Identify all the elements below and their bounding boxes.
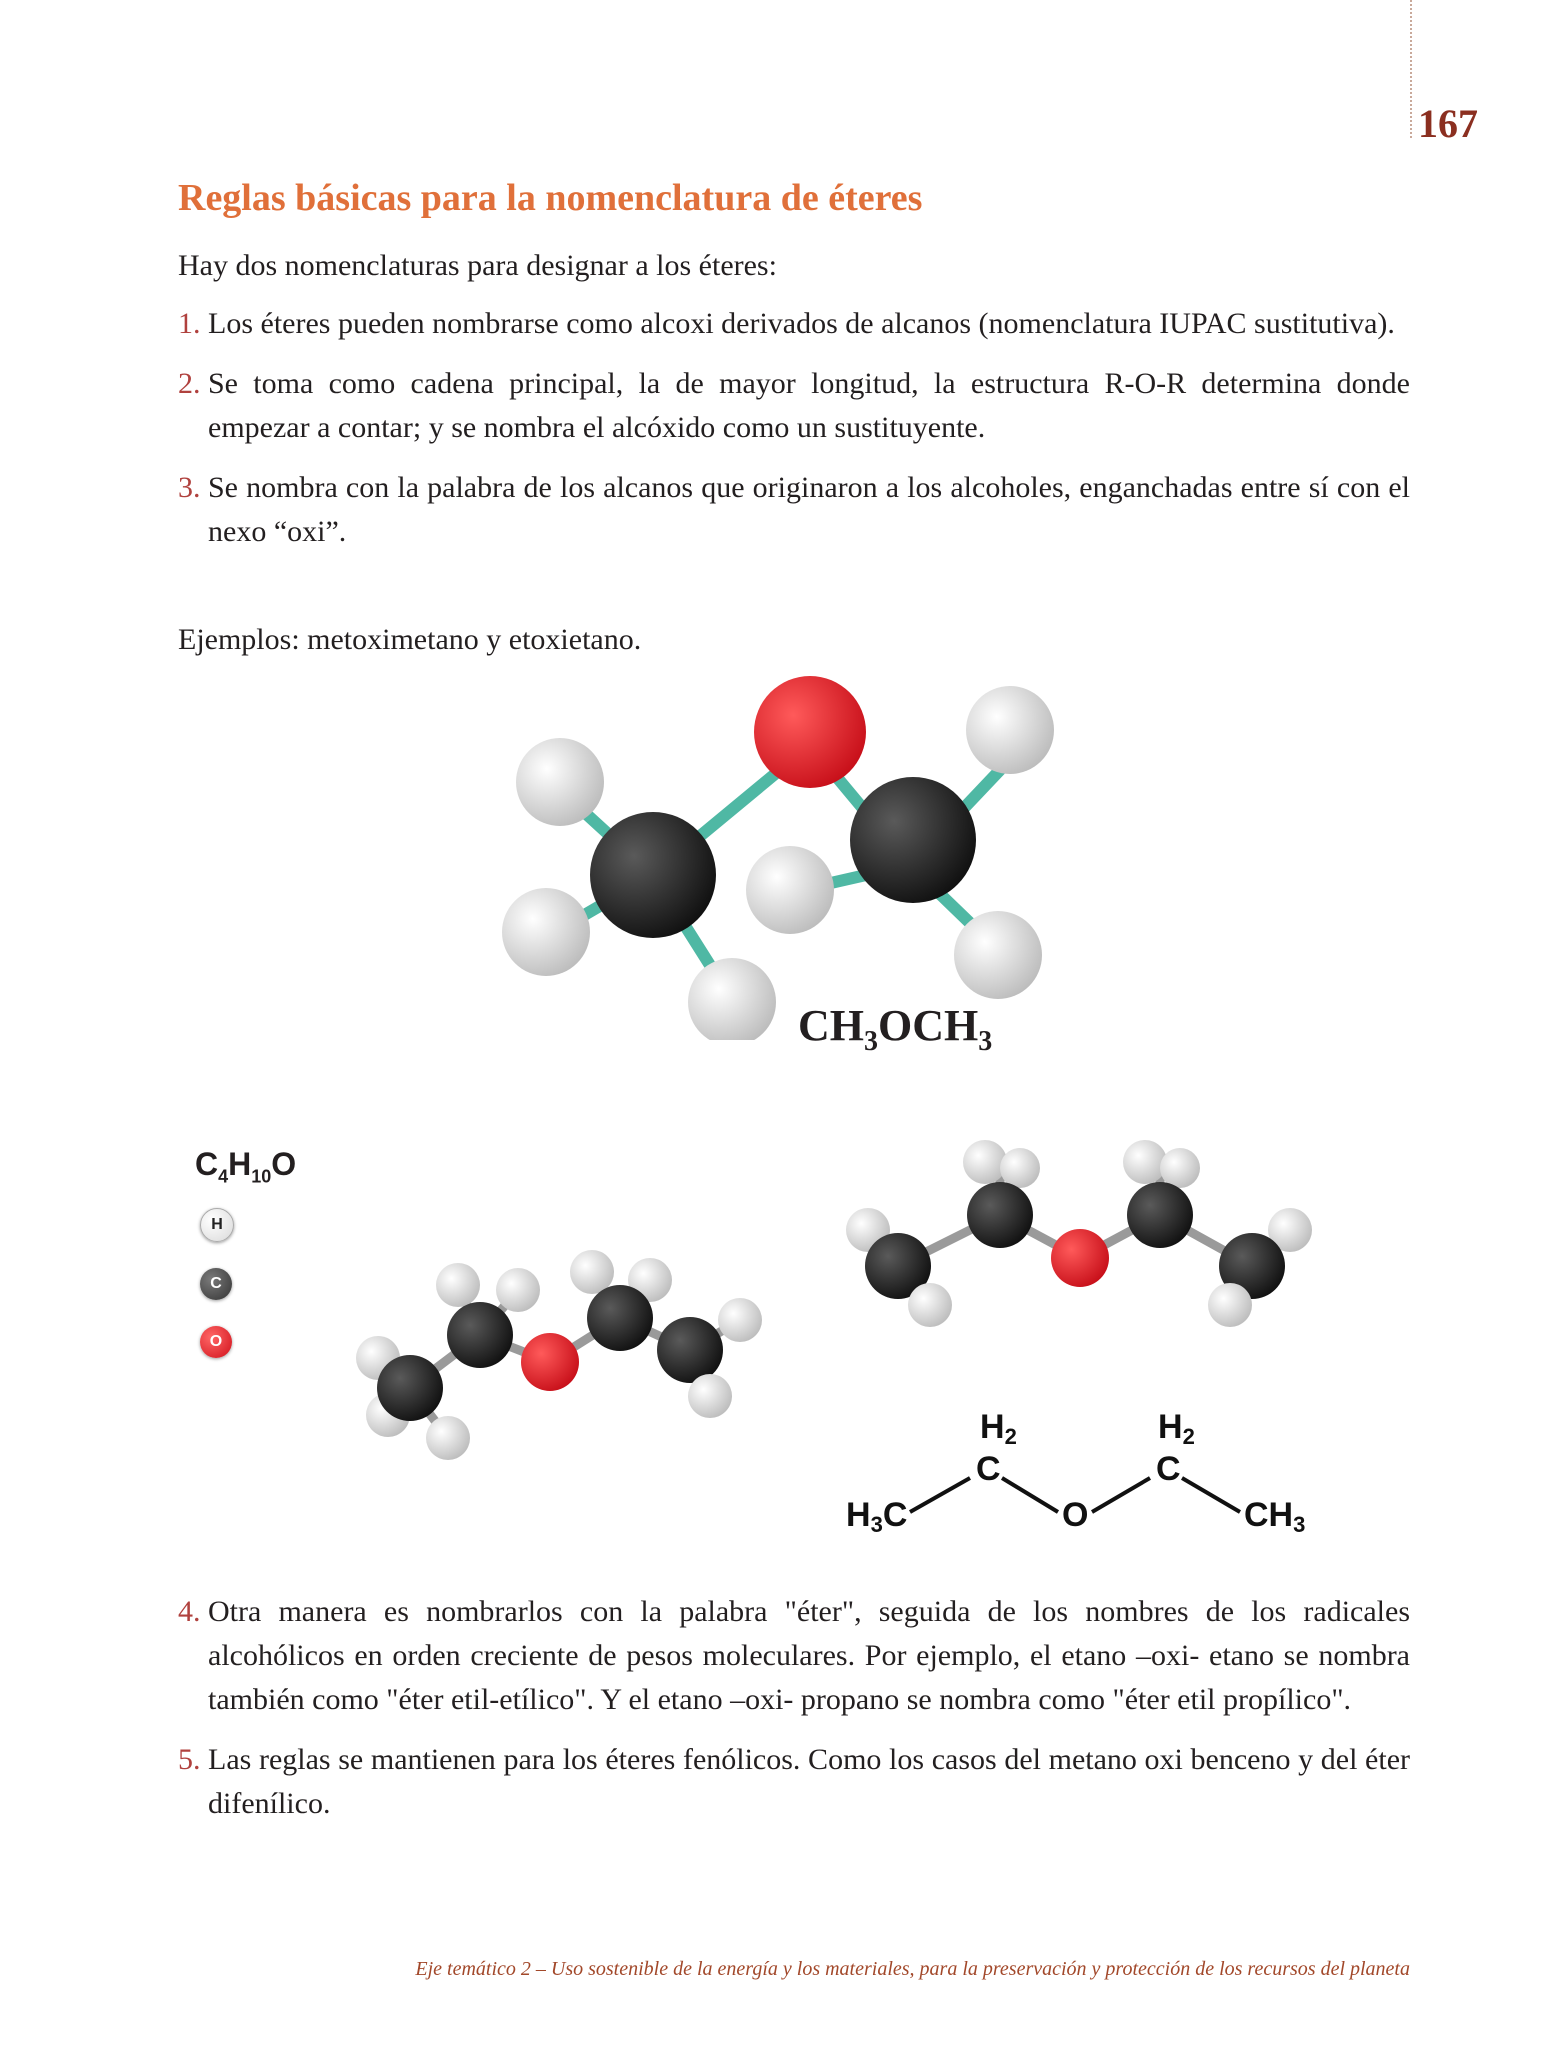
carbon-right-label: C — [1156, 1450, 1181, 1488]
carbon-atom — [587, 1285, 653, 1351]
section-title: Reglas básicas para la nomenclatura de éteres — [178, 177, 923, 219]
item-text: Se nombra con la palabra de los alcanos que originaron a los alcoholes, enganchadas entre sí con el nexo “oxi”. — [208, 471, 1410, 548]
hydrogen-atom — [502, 888, 590, 976]
item-number: 4. — [178, 1595, 201, 1628]
examples-text: Ejemplos: metoximetano y etoxietano. — [178, 623, 642, 656]
item-number: 5. — [178, 1743, 201, 1776]
oxygen-legend-icon: O — [200, 1326, 232, 1358]
hydrogen-legend-icon: H — [200, 1208, 234, 1242]
margin-divider — [1410, 0, 1412, 138]
formula-dimethyl-ether: $CH_3OCH_3$ — [798, 1001, 993, 1057]
list-item — [178, 302, 1410, 346]
hydrogen-atom — [1160, 1148, 1200, 1188]
structural-formula — [840, 1400, 1330, 1540]
page-number: 167 — [1418, 101, 1478, 146]
hydrogen-atom — [688, 1374, 732, 1418]
h2-right-label: H2 — [1158, 1408, 1195, 1449]
rules-list — [178, 302, 1410, 570]
hydrogen-atom — [718, 1298, 762, 1342]
ch3-label: CH3 — [1244, 1496, 1306, 1537]
hydrogen-atom — [1000, 1148, 1040, 1188]
oxygen-label: O — [1062, 1496, 1089, 1534]
item-text: Las reglas se mantienen para los éteres fenólicos. Como los casos del metano oxi benceno y del éter difenílico. — [208, 1743, 1410, 1820]
carbon-atom — [657, 1317, 723, 1383]
running-footer: Eje temático 2 – Uso sostenible de la energía y los materiales, para la preservación y protección de los recursos del planeta — [415, 1958, 1410, 1980]
atom-legend — [200, 1208, 240, 1384]
diethyl-ether-model-planar — [840, 1140, 1320, 1340]
hydrogen-atom — [516, 738, 604, 826]
carbon-atom — [1127, 1182, 1193, 1248]
hydrogen-atom — [746, 846, 834, 934]
intro-text: Hay dos nomenclaturas para designar a los éteres: — [178, 249, 777, 282]
carbon-atom — [850, 777, 976, 903]
h2-left-label: H2 — [980, 1408, 1017, 1449]
item-number: 1. — [178, 307, 201, 340]
list-item — [178, 1738, 1410, 1826]
hydrogen-atom — [963, 1140, 1007, 1184]
hydrogen-atom — [1123, 1140, 1167, 1184]
item-text: Otra manera es nombrarlos con la palabra "éter", seguida de los nombres de los radicales alcohólicos en orden creciente de pesos moleculares. Por ejemplo, el etano –oxi- etano se nombra también como "éter etil-etílico". Y el etano –oxi- propano se nombra como "éter etil propílico". — [208, 1595, 1410, 1716]
hydrogen-atom — [496, 1268, 540, 1312]
list-item — [178, 1590, 1410, 1722]
hydrogen-atom — [1208, 1283, 1252, 1327]
item-text: Los éteres pueden nombrarse como alcoxi derivados de alcanos (nomenclatura IUPAC sustitutiva). — [208, 307, 1395, 340]
oxygen-atom — [754, 676, 866, 788]
hydrogen-atom — [688, 958, 776, 1040]
oxygen-atom — [1051, 1229, 1109, 1287]
hydrogen-atom — [954, 911, 1042, 999]
hydrogen-atom — [426, 1416, 470, 1460]
carbon-atom — [967, 1182, 1033, 1248]
item-number: 3. — [178, 471, 201, 504]
carbon-legend-icon: C — [200, 1268, 232, 1300]
hydrogen-atom — [908, 1283, 952, 1327]
carbon-atom — [590, 812, 716, 938]
hydrogen-atom — [436, 1263, 480, 1307]
diethyl-ether-model-3d — [330, 1240, 780, 1480]
hydrogen-atom — [966, 686, 1054, 774]
oxygen-atom — [521, 1333, 579, 1391]
item-text: Se toma como cadena principal, la de mayor longitud, la estructura R-O-R determina donde empezar a contar; y se nombra el alcóxido como un sustituyente. — [208, 367, 1410, 444]
carbon-atom — [447, 1302, 513, 1368]
item-number: 2. — [178, 367, 201, 400]
carbon-left-label: C — [976, 1450, 1001, 1488]
carbon-atom — [377, 1355, 443, 1421]
formula-diethyl-ether: $C_4H_{10}O$ — [195, 1146, 297, 1187]
list-item — [178, 466, 1410, 554]
list-item — [178, 362, 1410, 450]
hydrogen-atom — [570, 1250, 614, 1294]
rules-list-continued — [178, 1590, 1410, 1842]
dimethyl-ether-model — [470, 670, 1070, 1040]
h3c-label: H3C — [846, 1496, 908, 1537]
